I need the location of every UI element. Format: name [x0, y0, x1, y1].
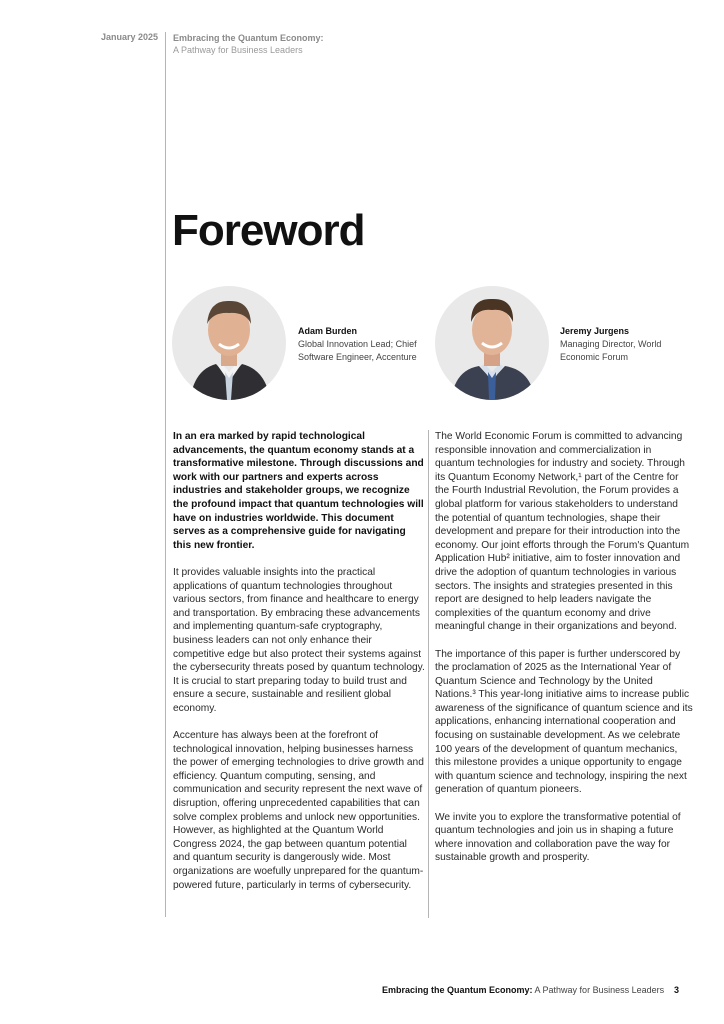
author-role: Managing Director, World Economic Forum — [560, 339, 662, 362]
page-number: 3 — [674, 985, 680, 995]
column-divider — [428, 430, 429, 918]
body-paragraph: The World Economic Forum is committed to advancing responsible innovation and commercialization in quantum technologies for industry and society. Through its Quantum Economy Network,¹ part of the Centre for the Fourth Industrial Revolution, the Forum provides a global platform for various stakeholders to understand the potential of quantum technologies, shape their development and prepare for their introduction into the economy. Our joint efforts through the Forum's Quantum Application Hub² initiative, aim to foster innovation and drive the adoption of quantum technologies in various sectors. The insights and strategies presented in this report are designed to help leaders navigate the complexities of the quantum economy and drive meaningful change in their organizations and beyond. — [435, 431, 690, 633]
author-bio-adam — [298, 325, 428, 364]
footer-title — [382, 985, 664, 995]
lead-paragraph: In an era marked by rapid technological advancements, the quantum economy stands at a transformative milestone. Through discussions and work with our partners and experts across industries and stakeholder groups, we recognize the profound impact that quantum technologies will have on industries worldwide. This document serves as a comprehensive guide for navigating this new frontier. — [173, 431, 424, 551]
author-role: Global Innovation Lead; Chief Software Engineer, Accenture — [298, 339, 417, 362]
page-title: Foreword — [172, 206, 365, 255]
author-name: Jeremy Jurgens — [560, 326, 630, 336]
body-paragraph: Accenture has always been at the forefront of technological innovation, helping businesses harness the power of emerging technologies to drive growth and efficiency. Quantum computing, sensing, and communication and security represent the next wave of disruption, offering unprecedented capabilities that can solve complex problems and unlock new opportunities. However, as highlighted at the Quantum World Congress 2024, the gap between quantum potential and quantum security is dangerously wide. Most organizations are woefully unprepared for the quantum-powered future, particularly in terms of cybersecurity. — [173, 730, 424, 891]
author-bio-jeremy — [560, 325, 690, 364]
header-title: Embracing the Quantum Economy: — [173, 33, 324, 43]
author-name: Adam Burden — [298, 326, 358, 336]
author-photo-adam — [172, 286, 286, 400]
header-divider — [165, 32, 166, 917]
body-paragraph: The importance of this paper is further underscored by the proclamation of 2025 as the International Year of Quantum Science and Technology by the United Nations.³ This year-long initiative aims to increase public awareness of the significance of quantum science and its applications, enhancing international cooperation and focusing on sustainable development. As we celebrate 100 years of the development of quantum mechanics, this milestone provides a unique opportunity to engage with quantum science and technology, inspiring the next generation of quantum pioneers. — [435, 648, 693, 796]
footer-title-bold: Embracing the Quantum Economy: — [382, 985, 533, 995]
right-column — [435, 430, 693, 879]
body-paragraph: It provides valuable insights into the practical applications of quantum technologies throughout various sectors, from finance and healthcare to energy and transportation. By embracing these advancements and implementing quantum-safe cryptography, business leaders can not only enhance their competitive edge but also protect their systems against the cybersecurity threats posed by quantum technology. It is crucial to start preparing today to build trust and ensure a secure, sustainable and resilient global economy. — [173, 566, 425, 714]
footer-title-rest: A Pathway for Business Leaders — [532, 985, 665, 995]
header-date: January 2025 — [100, 32, 158, 42]
left-column — [173, 430, 425, 906]
author-photo-jeremy — [435, 286, 549, 400]
header-subtitle: A Pathway for Business Leaders — [173, 45, 303, 55]
body-paragraph: We invite you to explore the transformative potential of quantum technologies and join us in shaping a future where innovation and collaboration pave the way for sustainable growth and prosperity. — [435, 811, 681, 864]
